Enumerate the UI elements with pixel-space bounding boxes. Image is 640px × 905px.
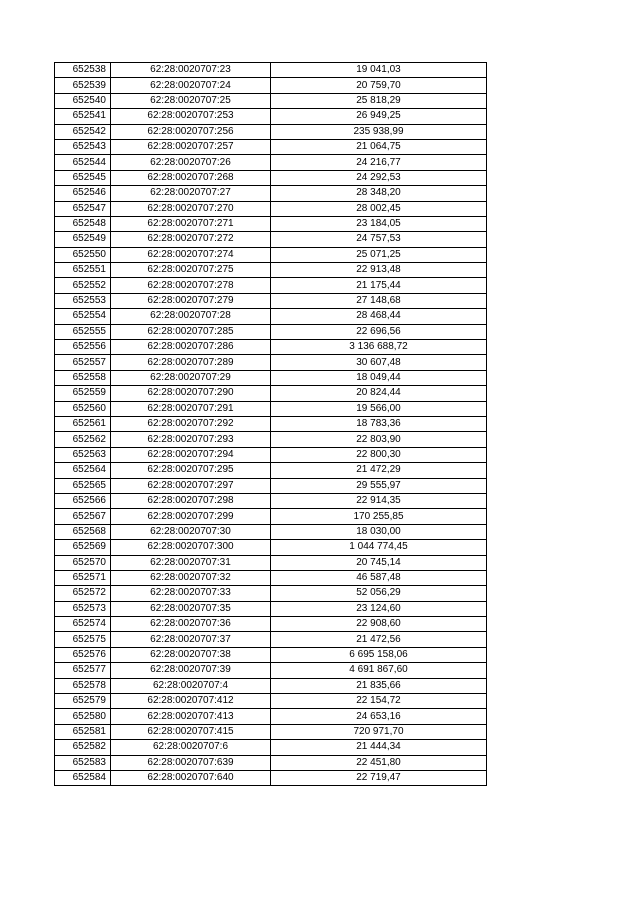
cadastral-number-cell: 62:28:0020707:253 — [111, 109, 271, 124]
value-cell: 18 783,36 — [271, 416, 487, 431]
cadastral-number-cell: 62:28:0020707:274 — [111, 247, 271, 262]
cadastral-number-cell: 62:28:0020707:285 — [111, 324, 271, 339]
cadastral-number-cell: 62:28:0020707:268 — [111, 170, 271, 185]
cadastral-number-cell: 62:28:0020707:27 — [111, 186, 271, 201]
value-cell: 20 745,14 — [271, 555, 487, 570]
row-number-cell: 652550 — [55, 247, 111, 262]
row-number-cell: 652576 — [55, 647, 111, 662]
value-cell: 24 292,53 — [271, 170, 487, 185]
value-cell: 29 555,97 — [271, 478, 487, 493]
cadastral-number-cell: 62:28:0020707:271 — [111, 216, 271, 231]
cadastral-number-cell: 62:28:0020707:295 — [111, 463, 271, 478]
value-cell: 27 148,68 — [271, 293, 487, 308]
table-row — [55, 109, 487, 124]
cadastral-number-cell: 62:28:0020707:415 — [111, 724, 271, 739]
table-body — [55, 63, 487, 786]
cadastral-number-cell: 62:28:0020707:297 — [111, 478, 271, 493]
row-number-cell: 652580 — [55, 709, 111, 724]
table-row — [55, 709, 487, 724]
table-row — [55, 309, 487, 324]
value-cell: 22 719,47 — [271, 770, 487, 785]
row-number-cell: 652546 — [55, 186, 111, 201]
row-number-cell: 652569 — [55, 540, 111, 555]
cadastral-number-cell: 62:28:0020707:300 — [111, 540, 271, 555]
table-row — [55, 740, 487, 755]
value-cell: 720 971,70 — [271, 724, 487, 739]
table-row — [55, 647, 487, 662]
value-cell: 20 759,70 — [271, 78, 487, 93]
table-row — [55, 340, 487, 355]
row-number-cell: 652539 — [55, 78, 111, 93]
value-cell: 22 913,48 — [271, 263, 487, 278]
cadastral-number-cell: 62:28:0020707:298 — [111, 493, 271, 508]
table-row — [55, 355, 487, 370]
cadastral-number-cell: 62:28:0020707:24 — [111, 78, 271, 93]
row-number-cell: 652581 — [55, 724, 111, 739]
table-row — [55, 493, 487, 508]
table-row — [55, 63, 487, 78]
row-number-cell: 652540 — [55, 93, 111, 108]
table-row — [55, 170, 487, 185]
table-row — [55, 724, 487, 739]
value-cell: 3 136 688,72 — [271, 340, 487, 355]
table-row — [55, 293, 487, 308]
cadastral-number-cell: 62:28:0020707:6 — [111, 740, 271, 755]
value-cell: 1 044 774,45 — [271, 540, 487, 555]
value-cell: 19 041,03 — [271, 63, 487, 78]
cadastral-number-cell: 62:28:0020707:28 — [111, 309, 271, 324]
value-cell: 26 949,25 — [271, 109, 487, 124]
table-row — [55, 478, 487, 493]
row-number-cell: 652571 — [55, 570, 111, 585]
value-cell: 19 566,00 — [271, 401, 487, 416]
cadastral-number-cell: 62:28:0020707:639 — [111, 755, 271, 770]
value-cell: 235 938,99 — [271, 124, 487, 139]
value-cell: 21 064,75 — [271, 139, 487, 154]
value-cell: 23 124,60 — [271, 601, 487, 616]
cadastral-number-cell: 62:28:0020707:4 — [111, 678, 271, 693]
cadastral-number-cell: 62:28:0020707:26 — [111, 155, 271, 170]
row-number-cell: 652567 — [55, 509, 111, 524]
table-row — [55, 278, 487, 293]
table-row — [55, 186, 487, 201]
value-cell: 6 695 158,06 — [271, 647, 487, 662]
table-row — [55, 432, 487, 447]
row-number-cell: 652575 — [55, 632, 111, 647]
cadastral-number-cell: 62:28:0020707:289 — [111, 355, 271, 370]
value-cell: 170 255,85 — [271, 509, 487, 524]
row-number-cell: 652578 — [55, 678, 111, 693]
row-number-cell: 652544 — [55, 155, 111, 170]
value-cell: 22 696,56 — [271, 324, 487, 339]
row-number-cell: 652557 — [55, 355, 111, 370]
row-number-cell: 652565 — [55, 478, 111, 493]
row-number-cell: 652566 — [55, 493, 111, 508]
row-number-cell: 652542 — [55, 124, 111, 139]
table-row — [55, 463, 487, 478]
row-number-cell: 652572 — [55, 586, 111, 601]
row-number-cell: 652573 — [55, 601, 111, 616]
value-cell: 24 653,16 — [271, 709, 487, 724]
value-cell: 24 216,77 — [271, 155, 487, 170]
row-number-cell: 652549 — [55, 232, 111, 247]
table-row — [55, 370, 487, 385]
table-row — [55, 201, 487, 216]
table-row — [55, 540, 487, 555]
value-cell: 21 444,34 — [271, 740, 487, 755]
table-row — [55, 78, 487, 93]
table-row — [55, 678, 487, 693]
cadastral-number-cell: 62:28:0020707:33 — [111, 586, 271, 601]
cadastral-number-cell: 62:28:0020707:294 — [111, 447, 271, 462]
cadastral-number-cell: 62:28:0020707:257 — [111, 139, 271, 154]
value-cell: 22 451,80 — [271, 755, 487, 770]
cadastral-number-cell: 62:28:0020707:270 — [111, 201, 271, 216]
row-number-cell: 652560 — [55, 401, 111, 416]
table-row — [55, 617, 487, 632]
cadastral-number-cell: 62:28:0020707:278 — [111, 278, 271, 293]
row-number-cell: 652558 — [55, 370, 111, 385]
row-number-cell: 652554 — [55, 309, 111, 324]
row-number-cell: 652561 — [55, 416, 111, 431]
cadastral-number-cell: 62:28:0020707:286 — [111, 340, 271, 355]
table-row — [55, 601, 487, 616]
row-number-cell: 652545 — [55, 170, 111, 185]
table-row — [55, 247, 487, 262]
value-cell: 18 049,44 — [271, 370, 487, 385]
cadastral-number-cell: 62:28:0020707:290 — [111, 386, 271, 401]
cadastral-number-cell: 62:28:0020707:640 — [111, 770, 271, 785]
table-row — [55, 93, 487, 108]
value-cell: 30 607,48 — [271, 355, 487, 370]
table-row — [55, 509, 487, 524]
value-cell: 22 914,35 — [271, 493, 487, 508]
value-cell: 22 803,90 — [271, 432, 487, 447]
table-row — [55, 124, 487, 139]
table-row — [55, 139, 487, 154]
cadastral-number-cell: 62:28:0020707:272 — [111, 232, 271, 247]
row-number-cell: 652564 — [55, 463, 111, 478]
cadastral-number-cell: 62:28:0020707:32 — [111, 570, 271, 585]
table-row — [55, 632, 487, 647]
row-number-cell: 652551 — [55, 263, 111, 278]
table-row — [55, 524, 487, 539]
value-cell: 25 071,25 — [271, 247, 487, 262]
table-row — [55, 263, 487, 278]
row-number-cell: 652563 — [55, 447, 111, 462]
value-cell: 28 002,45 — [271, 201, 487, 216]
cadastral-number-cell: 62:28:0020707:39 — [111, 663, 271, 678]
row-number-cell: 652548 — [55, 216, 111, 231]
row-number-cell: 652556 — [55, 340, 111, 355]
value-cell: 21 472,29 — [271, 463, 487, 478]
value-cell: 22 154,72 — [271, 694, 487, 709]
value-cell: 23 184,05 — [271, 216, 487, 231]
row-number-cell: 652568 — [55, 524, 111, 539]
row-number-cell: 652543 — [55, 139, 111, 154]
value-cell: 24 757,53 — [271, 232, 487, 247]
cadastral-value-table — [54, 62, 487, 786]
value-cell: 20 824,44 — [271, 386, 487, 401]
row-number-cell: 652559 — [55, 386, 111, 401]
cadastral-number-cell: 62:28:0020707:279 — [111, 293, 271, 308]
row-number-cell: 652552 — [55, 278, 111, 293]
value-cell: 52 056,29 — [271, 586, 487, 601]
table-row — [55, 155, 487, 170]
table-row — [55, 555, 487, 570]
cadastral-number-cell: 62:28:0020707:413 — [111, 709, 271, 724]
cadastral-number-cell: 62:28:0020707:291 — [111, 401, 271, 416]
value-cell: 4 691 867,60 — [271, 663, 487, 678]
row-number-cell: 652584 — [55, 770, 111, 785]
cadastral-number-cell: 62:28:0020707:293 — [111, 432, 271, 447]
table-row — [55, 755, 487, 770]
table-row — [55, 586, 487, 601]
table-row — [55, 663, 487, 678]
value-cell: 21 175,44 — [271, 278, 487, 293]
value-cell: 18 030,00 — [271, 524, 487, 539]
table-row — [55, 386, 487, 401]
cadastral-number-cell: 62:28:0020707:299 — [111, 509, 271, 524]
table-row — [55, 694, 487, 709]
row-number-cell: 652541 — [55, 109, 111, 124]
row-number-cell: 652579 — [55, 694, 111, 709]
table-row — [55, 416, 487, 431]
value-cell: 28 468,44 — [271, 309, 487, 324]
cadastral-number-cell: 62:28:0020707:37 — [111, 632, 271, 647]
row-number-cell: 652538 — [55, 63, 111, 78]
cadastral-number-cell: 62:28:0020707:256 — [111, 124, 271, 139]
cadastral-number-cell: 62:28:0020707:23 — [111, 63, 271, 78]
cadastral-number-cell: 62:28:0020707:292 — [111, 416, 271, 431]
row-number-cell: 652570 — [55, 555, 111, 570]
table-row — [55, 324, 487, 339]
row-number-cell: 652577 — [55, 663, 111, 678]
cadastral-number-cell: 62:28:0020707:29 — [111, 370, 271, 385]
cadastral-number-cell: 62:28:0020707:25 — [111, 93, 271, 108]
value-cell: 22 800,30 — [271, 447, 487, 462]
cadastral-number-cell: 62:28:0020707:275 — [111, 263, 271, 278]
table-row — [55, 216, 487, 231]
table-row — [55, 401, 487, 416]
cadastral-number-cell: 62:28:0020707:30 — [111, 524, 271, 539]
value-cell: 21 835,66 — [271, 678, 487, 693]
row-number-cell: 652553 — [55, 293, 111, 308]
value-cell: 46 587,48 — [271, 570, 487, 585]
table-row — [55, 770, 487, 785]
cadastral-number-cell: 62:28:0020707:412 — [111, 694, 271, 709]
value-cell: 21 472,56 — [271, 632, 487, 647]
row-number-cell: 652562 — [55, 432, 111, 447]
row-number-cell: 652583 — [55, 755, 111, 770]
row-number-cell: 652574 — [55, 617, 111, 632]
cadastral-number-cell: 62:28:0020707:35 — [111, 601, 271, 616]
cadastral-number-cell: 62:28:0020707:38 — [111, 647, 271, 662]
cadastral-number-cell: 62:28:0020707:36 — [111, 617, 271, 632]
row-number-cell: 652547 — [55, 201, 111, 216]
table-row — [55, 570, 487, 585]
cadastral-number-cell: 62:28:0020707:31 — [111, 555, 271, 570]
row-number-cell: 652582 — [55, 740, 111, 755]
value-cell: 22 908,60 — [271, 617, 487, 632]
value-cell: 28 348,20 — [271, 186, 487, 201]
table-row — [55, 447, 487, 462]
row-number-cell: 652555 — [55, 324, 111, 339]
table-row — [55, 232, 487, 247]
value-cell: 25 818,29 — [271, 93, 487, 108]
